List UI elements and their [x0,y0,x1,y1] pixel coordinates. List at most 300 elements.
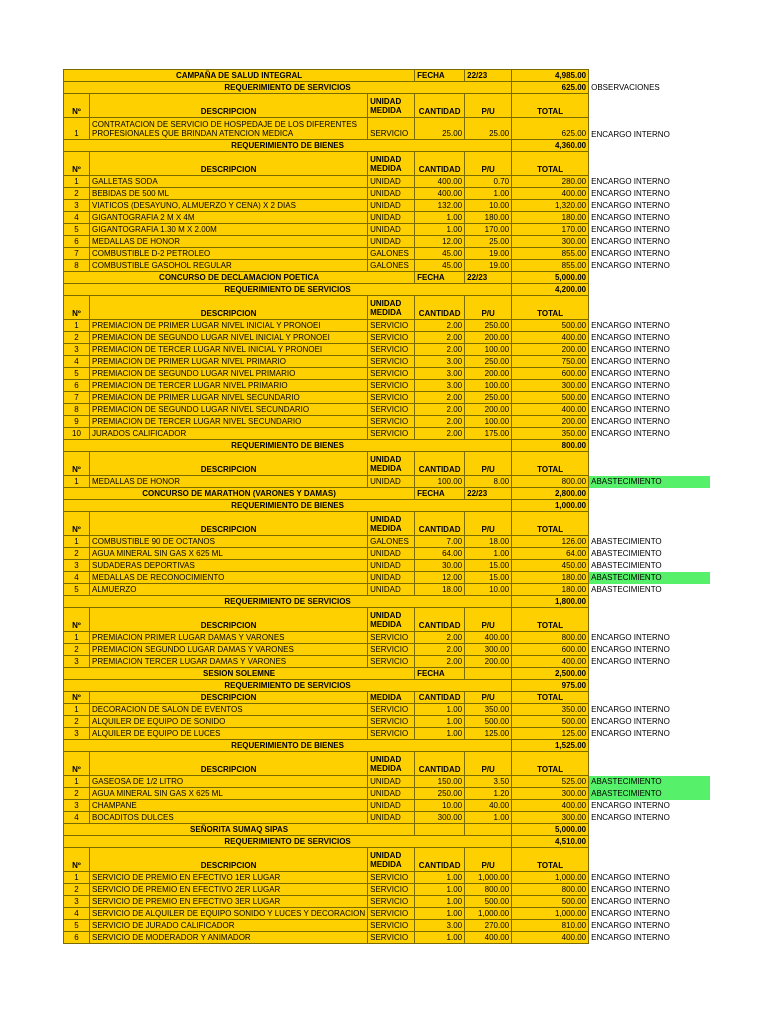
item-total: 300.00 [512,788,589,800]
item-row [64,908,711,920]
fecha-label: FECHA [415,668,465,680]
item-total: 500.00 [512,320,589,332]
item-unit: UNIDAD [368,236,415,248]
item-unit: SERVICIO [368,896,415,908]
item-number: 2 [64,716,90,728]
sheet-body [64,70,711,944]
item-description: PREMIACION DE TERCER LUGAR NIVEL PRIMARIO [90,380,368,392]
item-unit-price: 500.00 [465,896,512,908]
column-unit-header: UNIDAD MEDIDA [368,452,415,476]
item-row [64,536,711,548]
requirement-title: REQUERIMIENTO DE BIENES [64,500,512,512]
column-unit-price-header: P/U [465,152,512,176]
column-unit-price-header: P/U [465,752,512,776]
item-total: 625.00 [512,118,589,140]
column-unit-price-header: P/U [465,296,512,320]
observation-cell [589,680,711,692]
item-observation: ENCARGO INTERNO [591,237,670,246]
item-quantity: 1.00 [415,908,465,920]
item-number: 1 [64,632,90,644]
event-total: 4,985.00 [512,70,589,82]
item-unit: SERVICIO [368,872,415,884]
item-unit-price: 10.00 [465,584,512,596]
item-row [64,200,711,212]
item-row [64,404,711,416]
item-number: 4 [64,212,90,224]
column-number-header: Nº [64,752,90,776]
item-quantity: 2.00 [415,392,465,404]
item-description: AGUA MINERAL SIN GAS X 625 ML [90,788,368,800]
item-number: 3 [64,200,90,212]
item-total: 855.00 [512,260,589,272]
item-number: 1 [64,176,90,188]
item-quantity: 250.00 [415,788,465,800]
item-total: 180.00 [512,572,589,584]
item-total: 600.00 [512,644,589,656]
item-unit: SERVICIO [368,368,415,380]
item-row [64,644,711,656]
item-description: COMBUSTIBLE GASOHOL REGULAR [90,260,368,272]
observation-cell [589,512,711,536]
fecha-value: 22/23 [465,488,512,500]
item-unit: SERVICIO [368,704,415,716]
requirement-title: REQUERIMIENTO DE BIENES [64,440,512,452]
item-total: 64.00 [512,548,589,560]
column-unit-header: UNIDAD MEDIDA [368,296,415,320]
column-quantity-header: CANTIDAD [415,152,465,176]
item-row [64,872,711,884]
column-number-header: Nº [64,692,90,704]
item-total: 300.00 [512,380,589,392]
item-number: 1 [64,776,90,788]
item-row [64,812,711,824]
item-description: MEDALLAS DE HONOR [90,236,368,248]
column-number-header: Nº [64,452,90,476]
item-quantity: 12.00 [415,572,465,584]
item-number: 4 [64,908,90,920]
item-unit-price: 1.00 [465,548,512,560]
requirement-total: 1,525.00 [512,740,589,752]
observation-cell [589,596,711,608]
observation-cell [589,452,711,476]
item-number: 1 [64,320,90,332]
item-observation: ENCARGO INTERNO [591,813,670,822]
item-quantity: 2.00 [415,320,465,332]
requirement-total: 1,800.00 [512,596,589,608]
item-number: 3 [64,656,90,668]
item-total: 1,000.00 [512,908,589,920]
item-observation: ENCARGO INTERNO [591,909,670,918]
event-title: SESION SOLEMNE [64,668,415,680]
column-header-row [64,152,711,176]
column-unit-header: UNIDAD MEDIDA [368,512,415,536]
event-title: CONCURSO DE DECLAMACION POETICA [64,272,415,284]
item-quantity: 150.00 [415,776,465,788]
column-total-header: TOTAL [512,94,589,118]
item-quantity: 2.00 [415,332,465,344]
item-observation: ENCARGO INTERNO [591,429,670,438]
item-unit: SERVICIO [368,632,415,644]
item-unit-price: 250.00 [465,392,512,404]
column-unit-price-header: P/U [465,512,512,536]
column-description-header: DESCRIPCION [90,296,368,320]
item-observation: ENCARGO INTERNO [591,657,670,666]
item-row [64,584,711,596]
item-quantity: 1.00 [415,728,465,740]
requirement-title: REQUERIMIENTO DE SERVICIOS [64,284,512,296]
column-number-header: Nº [64,94,90,118]
requirement-header-row [64,440,711,452]
item-total: 800.00 [512,632,589,644]
item-number: 9 [64,416,90,428]
item-number: 1 [64,118,90,140]
item-quantity: 400.00 [415,176,465,188]
item-total: 500.00 [512,716,589,728]
item-row [64,476,711,488]
item-number: 4 [64,812,90,824]
requirement-title: REQUERIMIENTO DE SERVICIOS [64,82,512,94]
column-quantity-header: CANTIDAD [415,752,465,776]
column-unit-price-header: P/U [465,452,512,476]
item-unit-price: 10.00 [465,200,512,212]
item-row [64,176,711,188]
item-description: GIGANTOGRAFIA 1.30 M X 2.00M [90,224,368,236]
item-unit: UNIDAD [368,560,415,572]
item-total: 810.00 [512,920,589,932]
item-unit: GALONES [368,260,415,272]
column-number-header: Nº [64,296,90,320]
event-total: 2,500.00 [512,668,589,680]
item-description: GASEOSA DE 1/2 LITRO [90,776,368,788]
item-number: 4 [64,572,90,584]
fecha-label: FECHA [415,488,465,500]
observation-cell [589,152,711,176]
item-row [64,236,711,248]
item-unit-price: 400.00 [465,932,512,944]
item-description: PREMIACION DE SEGUNDO LUGAR NIVEL SECUNDARIO [90,404,368,416]
requirement-header-row [64,140,711,152]
observation-cell [589,272,711,284]
column-total-header: TOTAL [512,608,589,632]
item-description: PREMIACION DE PRIMER LUGAR NIVEL PRIMARIO [90,356,368,368]
item-row [64,392,711,404]
item-quantity: 7.00 [415,536,465,548]
column-total-header: TOTAL [512,848,589,872]
item-quantity: 25.00 [415,118,465,140]
item-unit-price: 350.00 [465,704,512,716]
item-observation: ENCARGO INTERNO [591,129,670,139]
item-row [64,248,711,260]
item-row [64,344,711,356]
item-observation: ENCARGO INTERNO [591,705,670,714]
item-number: 5 [64,920,90,932]
item-unit: GALONES [368,248,415,260]
item-row [64,932,711,944]
requirement-header-row [64,740,711,752]
item-quantity: 2.00 [415,632,465,644]
item-row [64,416,711,428]
item-quantity: 64.00 [415,548,465,560]
item-quantity: 3.00 [415,368,465,380]
item-unit: SERVICIO [368,320,415,332]
item-quantity: 2.00 [415,344,465,356]
item-description: SERVICIO DE PREMIO EN EFECTIVO 2ER LUGAR [90,884,368,896]
requirement-title: REQUERIMIENTO DE BIENES [64,740,512,752]
column-total-header: TOTAL [512,512,589,536]
item-row [64,776,711,788]
item-description: BOCADITOS DULCES [90,812,368,824]
item-row [64,212,711,224]
item-unit: UNIDAD [368,212,415,224]
event-total: 2,800.00 [512,488,589,500]
observation-cell [589,296,711,320]
item-unit-price: 1,000.00 [465,872,512,884]
item-total: 400.00 [512,332,589,344]
requirement-total: 4,510.00 [512,836,589,848]
item-number: 2 [64,332,90,344]
item-unit-price: 18.00 [465,536,512,548]
item-total: 750.00 [512,356,589,368]
column-unit-header: MEDIDA [368,692,415,704]
item-description: PREMIACION PRIMER LUGAR DAMAS Y VARONES [90,632,368,644]
item-total: 500.00 [512,392,589,404]
item-description: PREMIACION DE TERCER LUGAR NIVEL SECUNDARIO [90,416,368,428]
item-unit-price: 8.00 [465,476,512,488]
column-header-row [64,94,711,118]
fecha-value: 22/23 [465,70,512,82]
item-total: 855.00 [512,248,589,260]
item-row [64,896,711,908]
column-quantity-header: CANTIDAD [415,452,465,476]
observation-cell [589,284,711,296]
item-description: ALQUILER DE EQUIPO DE LUCES [90,728,368,740]
item-unit-price: 1.00 [465,812,512,824]
item-row [64,548,711,560]
item-unit: UNIDAD [368,776,415,788]
item-quantity: 1.00 [415,884,465,896]
item-unit: UNIDAD [368,788,415,800]
item-quantity: 1.00 [415,932,465,944]
item-description: PREMIACION DE SEGUNDO LUGAR NIVEL PRIMARIO [90,368,368,380]
requirement-total: 975.00 [512,680,589,692]
item-total: 300.00 [512,236,589,248]
column-description-header: DESCRIPCION [90,512,368,536]
event-total: 5,000.00 [512,272,589,284]
item-number: 2 [64,788,90,800]
item-number: 8 [64,404,90,416]
item-observation: ENCARGO INTERNO [591,897,670,906]
item-total: 280.00 [512,176,589,188]
column-description-header: DESCRIPCION [90,692,368,704]
observation-cell [589,94,711,118]
item-unit-price: 180.00 [465,212,512,224]
item-total: 800.00 [512,884,589,896]
item-observation: ENCARGO INTERNO [591,345,670,354]
item-row [64,632,711,644]
column-number-header: Nº [64,608,90,632]
event-total: 5,000.00 [512,824,589,836]
observation-cell [589,836,711,848]
event-title: CONCURSO DE MARATHON (VARONES Y DAMAS) [64,488,415,500]
item-number: 6 [64,932,90,944]
column-header-row [64,296,711,320]
item-quantity: 2.00 [415,416,465,428]
item-number: 3 [64,800,90,812]
column-description-header: DESCRIPCION [90,752,368,776]
item-unit-price: 1.20 [465,788,512,800]
item-description: PREMIACION DE SEGUNDO LUGAR NIVEL INICIAL Y PRONOEI [90,332,368,344]
item-number: 10 [64,428,90,440]
observation-cell [589,140,711,152]
item-row [64,788,711,800]
item-observation: ABASTECIMIENTO [589,476,711,488]
item-total: 200.00 [512,344,589,356]
observation-cell [589,692,711,704]
item-observation: ENCARGO INTERNO [591,369,670,378]
item-unit: UNIDAD [368,800,415,812]
fecha-label: FECHA [415,70,465,82]
requirement-total: 4,200.00 [512,284,589,296]
column-number-header: Nº [64,848,90,872]
observation-cell [589,440,711,452]
item-total: 400.00 [512,404,589,416]
column-number-header: Nº [64,512,90,536]
item-row [64,656,711,668]
item-quantity: 1.00 [415,212,465,224]
item-unit: SERVICIO [368,716,415,728]
item-quantity: 3.00 [415,356,465,368]
requirement-header-row [64,284,711,296]
item-description: CHAMPANE [90,800,368,812]
column-quantity-header: CANTIDAD [415,94,465,118]
item-total: 400.00 [512,800,589,812]
item-unit: SERVICIO [368,728,415,740]
item-unit-price: 200.00 [465,656,512,668]
item-unit: SERVICIO [368,884,415,896]
observation-cell [589,752,711,776]
item-unit-price: 175.00 [465,428,512,440]
column-header-row [64,692,711,704]
item-unit: SERVICIO [368,118,415,140]
item-number: 6 [64,236,90,248]
requirement-total: 1,000.00 [512,500,589,512]
item-observation: ENCARGO INTERNO [591,729,670,738]
item-unit: SERVICIO [368,344,415,356]
column-unit-price-header: P/U [465,692,512,704]
item-observation: ENCARGO INTERNO [591,261,670,270]
requirement-header-row [64,82,711,94]
item-quantity: 400.00 [415,188,465,200]
item-total: 300.00 [512,812,589,824]
item-total: 125.00 [512,728,589,740]
item-observation: ABASTECIMIENTO [591,561,662,570]
item-number: 2 [64,548,90,560]
item-total: 400.00 [512,188,589,200]
requirement-title: REQUERIMIENTO DE SERVICIOS [64,596,512,608]
column-header-row [64,608,711,632]
item-quantity: 1.00 [415,872,465,884]
event-title-row [64,824,711,836]
column-quantity-header: CANTIDAD [415,692,465,704]
item-total: 600.00 [512,368,589,380]
item-description: GIGANTOGRAFIA 2 M X 4M [90,212,368,224]
item-quantity: 1.00 [415,704,465,716]
item-quantity: 3.00 [415,380,465,392]
column-unit-price-header: P/U [465,608,512,632]
item-description: ALQUILER DE EQUIPO DE SONIDO [90,716,368,728]
item-description: PREMIACION DE PRIMER LUGAR NIVEL SECUNDARIO [90,392,368,404]
item-number: 3 [64,560,90,572]
item-description: BEBIDAS DE 500 ML [90,188,368,200]
item-row [64,800,711,812]
item-observation: ENCARGO INTERNO [591,393,670,402]
column-unit-header: UNIDAD MEDIDA [368,152,415,176]
event-title: SEÑORITA SUMAQ SIPAS [64,824,415,836]
item-quantity: 2.00 [415,428,465,440]
item-description: PREMIACION DE PRIMER LUGAR NIVEL INICIAL Y PRONOEI [90,320,368,332]
item-quantity: 132.00 [415,200,465,212]
item-description: PREMIACION DE TERCER LUGAR NIVEL INICIAL Y PRONOEI [90,344,368,356]
item-unit-price: 250.00 [465,320,512,332]
requirement-header-row [64,836,711,848]
item-description: JURADOS CALIFICADOR [90,428,368,440]
observation-cell [589,824,711,836]
item-description: VIATICOS (DESAYUNO, ALMUERZO Y CENA) X 2 DIAS [90,200,368,212]
item-total: 200.00 [512,416,589,428]
item-quantity: 100.00 [415,476,465,488]
item-total: 170.00 [512,224,589,236]
observation-cell [589,668,711,680]
observation-cell [589,488,711,500]
item-observation: ENCARGO INTERNO [591,933,670,942]
item-description: SERVICIO DE PREMIO EN EFECTIVO 1ER LUGAR [90,872,368,884]
item-observation: ENCARGO INTERNO [591,417,670,426]
item-observation: ENCARGO INTERNO [591,801,670,810]
item-unit-price: 200.00 [465,332,512,344]
item-observation: ENCARGO INTERNO [591,381,670,390]
item-unit: SERVICIO [368,392,415,404]
item-unit: GALONES [368,536,415,548]
observations-header: OBSERVACIONES [591,83,660,92]
item-total: 180.00 [512,584,589,596]
column-total-header: TOTAL [512,752,589,776]
event-title-row [64,272,711,284]
item-unit-price: 15.00 [465,572,512,584]
observation-cell [589,70,711,82]
observation-cell [589,848,711,872]
item-unit: SERVICIO [368,932,415,944]
event-title-row [64,70,711,82]
item-row [64,224,711,236]
item-unit: UNIDAD [368,188,415,200]
item-row [64,320,711,332]
item-row [64,380,711,392]
item-unit: SERVICIO [368,380,415,392]
item-unit-price: 100.00 [465,344,512,356]
column-quantity-header: CANTIDAD [415,608,465,632]
column-number-header: Nº [64,152,90,176]
item-description: CONTRATACION DE SERVICIO DE HOSPEDAJE DE LOS DIFERENTES PROFESIONALES QUE BRINDAN ATENCION MEDICA [90,118,368,140]
item-number: 8 [64,260,90,272]
item-observation: ENCARGO INTERNO [591,189,670,198]
column-description-header: DESCRIPCION [90,608,368,632]
item-number: 6 [64,380,90,392]
column-quantity-header: CANTIDAD [415,512,465,536]
item-number: 5 [64,584,90,596]
item-description: MEDALLAS DE HONOR [90,476,368,488]
item-row [64,572,711,584]
column-unit-price-header: P/U [465,848,512,872]
